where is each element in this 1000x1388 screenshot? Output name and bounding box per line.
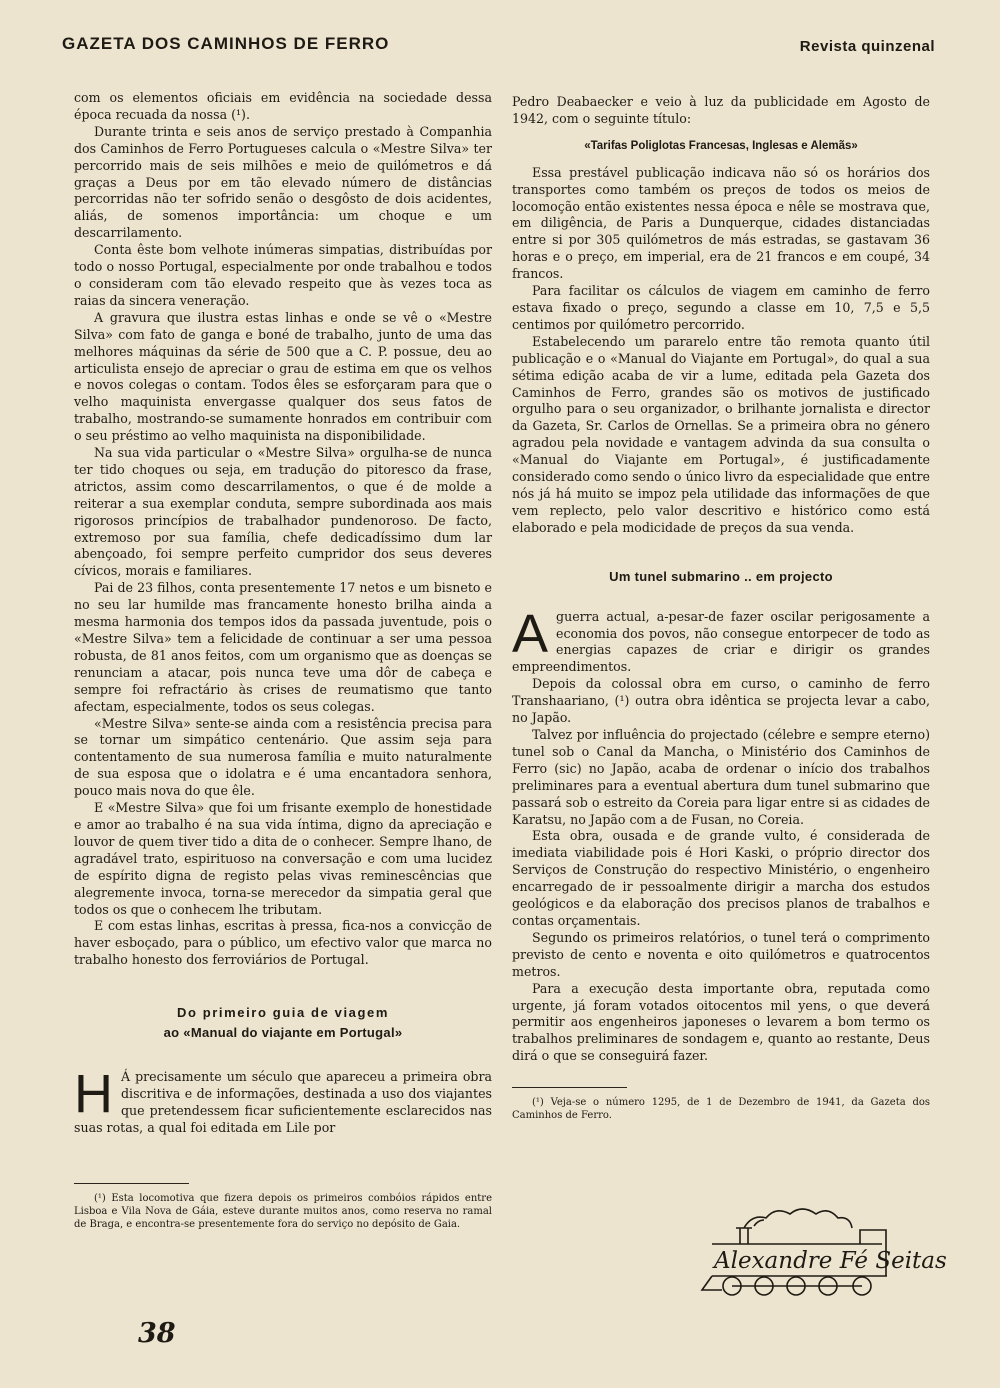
paragraph: Essa prestável publicação indicava não só os horários dos transportes como também os preços de todos os meios de locomoção então existentes nessa época e nêle se mostrava que, em diligência, de Paris a Dunquerque, cidades distanciadas entre si por 305 quilómetros de más estradas, se gastavam 36 horas e o preço, em imperial, era de 21 francos e em coupé, 34 francos. [512,164,930,282]
section-title-guia-line1: Do primeiro guia de viagem [176,1005,390,1021]
paragraph: Depois da colossal obra em curso, o caminho de ferro Transhaariano, (¹) outra obra idêntica se projecta levar a cabo, no Japão. [512,676,930,726]
paragraph: Segundo os primeiros relatórios, o tunel terá o comprimento previsto de cento e noventa e oito quilómetros e quatrocentos metros. [512,929,930,979]
paragraph: Pedro Deabaecker e veio à luz da publicidade em Agosto de 1942, com o seguinte título: [512,94,930,126]
book-title: «Tarifas Poliglotas Francesas, Inglesas e Alemãs» [584,139,858,152]
header-subtitle: Revista quinzenal [799,38,935,55]
header-publication-title: GAZETA DOS CAMINHOS DE FERRO [62,34,390,53]
paragraph: Conta êste bom velhote inúmeras simpatias, distribuídas por todo o nosso Portugal, especialmente por onde trabalhou e todos o consideram com tão elevado respeito que às vezes toca as raias da sincera veneração. [74,242,492,308]
paragraph: Durante trinta e seis anos de serviço prestado à Companhia dos Caminhos de Ferro Portugueses calcula o «Mestre Silva» ter percorrido mais de seis milhões e meio de quilómetros e dá graças a Deus por em tão elevado número de distâncias percorridas não ter sofrido senão o desgôsto de dois acidentes, aliás, de somenos importância: um choque e um descarrilamento. [74,123,492,241]
right-column [512,94,930,1122]
footnote-divider [512,1087,627,1088]
footnote-text: (¹) Veja-se o número 1295, de 1 de Dezembro de 1941, da Gazeta dos Caminhos de Ferro. [512,1097,930,1122]
paragraph: Pai de 23 filhos, conta presentemente 17 netos e um bisneto e no seu lar humilde mas francamente honesto brilha ainda a mesma harmonia dos tempos idos da passada juventude, pois o «Mestre Silva» tem a felicidade de continuar a ser uma pessoa robusta, de 81 anos feitos, com um organismo que as doenças se renunciam a atacar, pois nunca teve uma dôr de cabeça e sempre foi refractário às crises de reumatismo que tanto afectam, especialmente, todos os seus colegas. [74,580,492,714]
paragraph: E «Mestre Silva» que foi um frisante exemplo de honestidade e amor ao trabalho é na sua vida íntima, digno da apreciação e louvor de quem tiver tido a dita de o conhecer. Sempre lhano, de agradável trato, espirituoso na conversação e com uma lucidez de espírito digna de registo pelas vivas reminescências que alegremente invoca, torna-se merecedor da simpatia geral que todos os que o conhecem lhe tributam. [74,800,492,917]
paragraph: E com estas linhas, escritas à pressa, fica-nos a convicção de haver esboçado, para o público, um efectivo valor que marca no trabalho honesto dos ferroviários de Portugal. [74,918,492,968]
footnote-divider [74,1183,189,1184]
paragraph: «Mestre Silva» sente-se ainda com a resistência precisa para se tornar um simpático centenário. Que assim seja para contentamento de sua numerosa família e muito naturalmente de sua esposa que o idolatra e é uma encantadora senhora, pouco mais nova do que êle. [74,715,492,799]
paragraph: com os elementos oficiais em evidência na sociedade dessa época recuada da nossa (¹). [74,90,492,122]
paragraph: Para a execução desta importante obra, reputada como urgente, já foram votados oitocentos mil yens, o que deverá permitir aos engenheiros japoneses o levarem a bom termo os trabalhos preliminares de sondagem e, quanto ao restante, Deus dirá o que se conseguirá fazer. [512,980,930,1064]
paragraph: Na sua vida particular o «Mestre Silva» orgulha-se de nunca ter tido choques ou seja, em tradução do pitoresco da frase, atrictos, assim como descarrilamentos, o que é de molde a reiterar a sua exemplar conduta, sempre subordinada aos mais rigorosos princípios de trabalhador pundenoroso. De facto, extremoso por sua família, chefe dedicadíssimo dum lar abençoado, foi sempre perfeito cumpridor dos seus deveres cívicos, morais e familiares. [74,445,492,579]
drop-cap: A [512,603,549,664]
paragraph: Estabelecendo um pararelo entre tão remota quanto útil publicação e o «Manual do Viajante em Portugal», do qual a sua sétima edição acaba de vir a lume, editada pela Gazeta dos Caminhos de Ferro, grandes são os motivos de justificado orgulho para o seu organizador, o brilhante jornalista e director da Gazeta, Sr. Carlos de Ornellas. Se a primeira obra no género agradou pela novidade e vantagem advinda da sua consulta o «Manual do Viajante em Portugal», é justificadamente considerado como sendo o único livro da especialidade que entre nós já há muito se impoz pela utilidade das informações de que vem replecto, pelo valor descritivo e histórico como está elaborado e pela modicidade de preços da sua venda. [512,333,930,535]
left-column [74,90,492,1231]
section-body-tunel [512,603,930,677]
footnote-left [74,1192,492,1231]
page-number: 38 [138,1318,176,1349]
footnote-text: (¹) Esta locomotiva que fizera depois os primeiros combóios rápidos entre Lisboa e Vila Nova de Gáia, esteve durante muitos anos, como reserva no ramal de Braga, e encontra-se presentemente fora do serviço no depósito de Gaia. [74,1192,492,1230]
section-title-guia-line2: ao «Manual do viajante em Portugal» [163,1025,403,1041]
paragraph: A gravura que ilustra estas linhas e onde se vê o «Mestre Silva» com fato de ganga e boné de trabalho, junto de uma das melhores máquinas da série de 500 que a C. P. possue, deu ao articulista ensejo de apreciar o grau de estima em que os velhos e novos colegas o contam. Todos êles se esforçaram para que o velho maquinista envergasse qualquer dos seus fatos de trabalho, mostrando-se sumamente honrados em contribuir com o seu préstimo ao velho maquinista na disponibilidade. [74,309,492,444]
paragraph: Talvez por influência do projectado (célebre e sempre eterno) tunel sob o Canal da Mancha, o Ministério dos Caminhos de Ferro (sic) no Japão, acaba de ordenar o início dos trabalhos preliminares para a eventual abertura dum tunel submarino que passará sob o estreito da Coreia para ligar entre si as cidades de Karatsu, no Japão com a de Fusan, no Coreia. [512,727,930,827]
footnote-right [512,1096,930,1122]
drop-cap: H [74,1064,113,1125]
author-signature-logo [692,1198,947,1302]
paragraph: Para facilitar os cálculos de viagem em caminho de ferro estava fixado o preço, segundo a classe em 10, 7,5 e 5,5 centimos por quilómetro percorrido. [512,283,930,332]
paragraph: guerra actual, a-pesar-de fazer oscilar perigosamente a economia dos povos, não consegue entorpecer de todo as energias capazes de criar e dirigir os grandes empreendimentos. [512,608,930,675]
section-body-guia [74,1064,492,1137]
paragraph: Esta obra, ousada e de grande vulto, é considerada de imediata viabilidade pois é Hori Kaski, o próprio director dos Serviços de Construção do respectivo Ministério, o engenheiro encarregado de ir pessoalmente dirigir a marcha dos estudos geológicos e da elaboração dos precisos planos de trabalhos e contas orçamentais. [512,828,930,928]
paragraph: Á precisamente um século que apareceu a primeira obra discritiva e de informações, destinada a uso dos viajantes que pretendessem ficar suficientemente esclarecidos nas suas rotas, a qual foi editada em Lile por [74,1069,492,1135]
signature-text: Alexandre Fé Seitas [714,1248,947,1274]
section-title-tunel: Um tunel submarino .. em projecto [609,568,833,584]
